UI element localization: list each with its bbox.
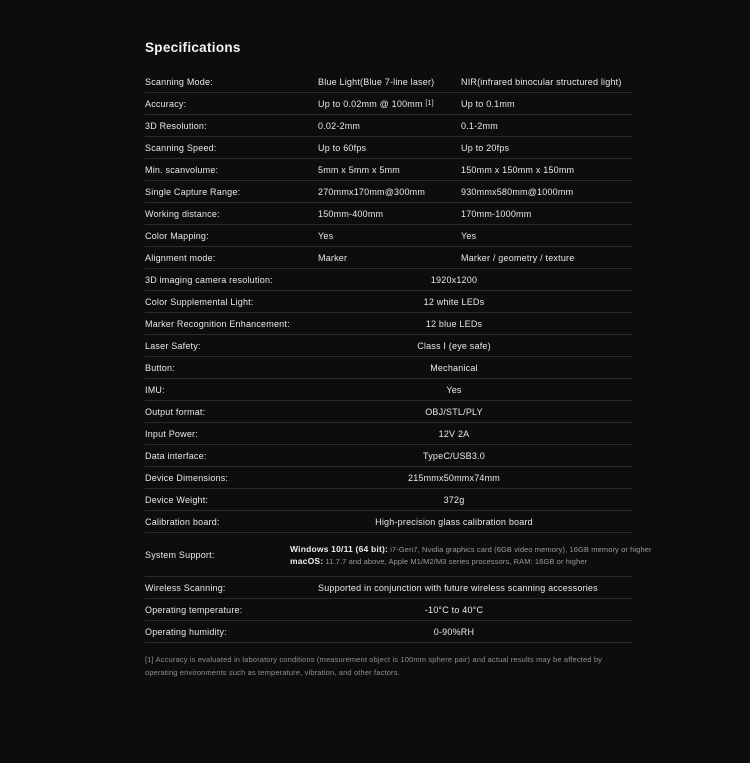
spec-label: Single Capture Range: [145, 186, 241, 197]
footnote: [1] Accuracy is evaluated in laboratory conditions (measurement object is 100mm sphere pair) and actual results may be affected by operating environments such as temperature, vibration, and other factors. [145, 655, 603, 678]
system-support-line [290, 556, 652, 566]
spec-value-nir: Yes [461, 230, 477, 241]
table-row [145, 489, 632, 511]
spec-value: Class I (eye safe) [417, 340, 491, 351]
table-row [145, 313, 632, 335]
spec-label: Color Mapping: [145, 230, 209, 241]
spec-value-blue-light: Yes [318, 230, 334, 241]
spec-value: 0-90%RH [433, 626, 475, 637]
spec-value: 12 white LEDs [423, 296, 485, 307]
spec-value: 372g [443, 494, 465, 505]
spec-value: 1920x1200 [430, 274, 478, 285]
spec-label: Accuracy: [145, 98, 187, 109]
spec-label: System Support: [145, 549, 215, 560]
table-row [145, 269, 632, 291]
spec-value-blue-light: Blue Light(Blue 7-line laser) [318, 76, 435, 87]
table-row [145, 621, 632, 643]
os-name: Windows 10/11 (64 bit): [290, 543, 389, 554]
spec-value-nir: 0.1-2mm [461, 120, 498, 131]
table-row [145, 137, 632, 159]
spec-label: Operating temperature: [145, 604, 243, 615]
table-row [145, 247, 632, 269]
os-requirements: 11.7.7 and above, Apple M1/M2/M3 series processors, RAM: 16GB or higher [323, 556, 588, 566]
specifications-section [145, 40, 652, 679]
footnote-ref: [1] [425, 99, 434, 107]
spec-label: Operating humidity: [145, 626, 227, 637]
table-row [145, 181, 632, 203]
spec-label: Color Supplemental Light: [145, 296, 254, 307]
table-row [145, 203, 632, 225]
spec-value-nir: 170mm-1000mm [461, 208, 532, 219]
os-name: macOS: [290, 555, 324, 566]
spec-label: Laser Safety: [145, 340, 201, 351]
spec-label: Scanning Mode: [145, 76, 213, 87]
table-row [145, 115, 632, 137]
spec-value: 12 blue LEDs [425, 318, 483, 329]
spec-table [145, 71, 652, 643]
table-row [145, 533, 652, 577]
spec-label: Device Weight: [145, 494, 209, 505]
spec-value-blue-light: 5mm x 5mm x 5mm [318, 164, 401, 175]
spec-value: TypeC/USB3.0 [423, 450, 485, 461]
spec-value: OBJ/STL/PLY [425, 406, 483, 417]
spec-label: 3D imaging camera resolution: [145, 274, 273, 285]
table-row [145, 445, 632, 467]
spec-label: Marker Recognition Enhancement: [145, 318, 290, 329]
spec-value-nir: 150mm x 150mm x 150mm [461, 164, 575, 175]
spec-label: Button: [145, 362, 175, 373]
spec-label: Calibration board: [145, 516, 220, 527]
table-row [145, 357, 632, 379]
spec-value: 215mmx50mmx74mm [407, 472, 501, 483]
table-row [145, 599, 632, 621]
table-row [145, 511, 632, 533]
page-title: Specifications [145, 40, 241, 55]
system-support-line [290, 544, 652, 554]
spec-value-blue-light: 150mm-400mm [318, 208, 384, 219]
spec-value-nir: Up to 20fps [461, 142, 510, 153]
spec-label: Min. scanvolume: [145, 164, 219, 175]
spec-value-blue-light: Up to 0.02mm @ 100mm [1] [318, 98, 434, 109]
system-support-lines [290, 544, 652, 566]
spec-label: IMU: [145, 384, 165, 395]
table-row [145, 291, 632, 313]
table-row [145, 401, 632, 423]
spec-label: Output format: [145, 406, 206, 417]
os-requirements: i7-Gen7, Nvidia graphics card (6GB video memory), 16GB memory or higher [388, 544, 652, 554]
spec-label: Device Dimensions: [145, 472, 229, 483]
spec-value-nir: Up to 0.1mm [461, 98, 515, 109]
table-row [145, 225, 632, 247]
spec-label: Wireless Scanning: [145, 582, 226, 593]
spec-value: Supported in conjunction with future wireless scanning accessories [318, 582, 598, 593]
table-row [145, 159, 632, 181]
spec-value-blue-light: Up to 60fps [318, 142, 367, 153]
table-row [145, 379, 632, 401]
spec-label: Scanning Speed: [145, 142, 217, 153]
spec-value-nir: 930mmx580mm@1000mm [461, 186, 574, 197]
spec-value: Mechanical [430, 362, 478, 373]
spec-label: 3D Resolution: [145, 120, 207, 131]
table-row [145, 423, 632, 445]
spec-label: Input Power: [145, 428, 198, 439]
table-row [145, 577, 632, 599]
spec-value: High-precision glass calibration board [375, 516, 533, 527]
spec-value-nir: NIR(infrared binocular structured light) [461, 76, 622, 87]
spec-value-blue-light: Marker [318, 252, 348, 263]
spec-value: -10°C to 40°C [424, 604, 484, 615]
spec-value-blue-light: 0.02-2mm [318, 120, 361, 131]
table-row [145, 467, 632, 489]
table-row [145, 335, 632, 357]
table-row [145, 71, 632, 93]
spec-value: 12V 2A [438, 428, 470, 439]
spec-label: Alignment mode: [145, 252, 216, 263]
spec-label: Data interface: [145, 450, 207, 461]
table-row [145, 93, 632, 115]
spec-value-blue-light: 270mmx170mm@300mm [318, 186, 426, 197]
spec-value-nir: Marker / geometry / texture [461, 252, 575, 263]
spec-value: Yes [446, 384, 462, 395]
spec-label: Working distance: [145, 208, 220, 219]
